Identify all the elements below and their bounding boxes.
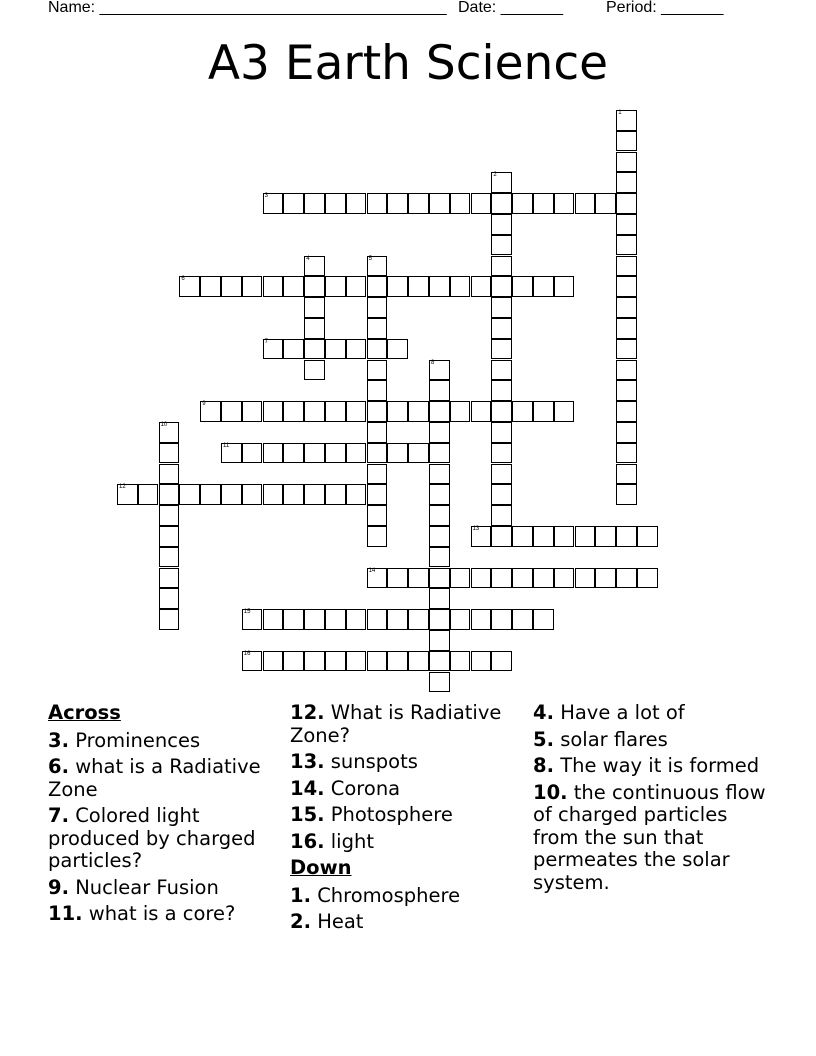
crossword-cell[interactable] <box>387 443 408 464</box>
cell-number: 16 <box>243 650 251 657</box>
cell-number: 11 <box>223 442 230 449</box>
crossword-cell[interactable] <box>346 484 367 505</box>
crossword-cell[interactable] <box>242 609 263 630</box>
crossword-cell[interactable] <box>387 401 408 422</box>
crossword-cell[interactable] <box>387 193 408 214</box>
cell-number: 9 <box>202 401 206 408</box>
crossword-cell[interactable] <box>367 651 388 672</box>
crossword-cell[interactable] <box>616 360 637 381</box>
crossword-cell[interactable] <box>159 484 180 505</box>
crossword-cell[interactable] <box>408 443 429 464</box>
cell-number: 2 <box>493 172 497 179</box>
crossword-cell[interactable] <box>283 193 304 214</box>
crossword-cell[interactable] <box>346 609 367 630</box>
crossword-cell[interactable] <box>429 422 450 443</box>
crossword-cell[interactable] <box>616 401 637 422</box>
crossword-cell[interactable] <box>512 193 533 214</box>
crossword-cell[interactable] <box>325 651 346 672</box>
crossword-cell[interactable] <box>533 276 554 297</box>
crossword-cell[interactable] <box>575 193 596 214</box>
crossword-cell[interactable] <box>179 484 200 505</box>
crossword-cell[interactable] <box>159 568 180 589</box>
clue-down-1: 1. Chromosphere <box>290 883 461 907</box>
crossword-cell[interactable] <box>367 505 388 526</box>
crossword-cell[interactable] <box>138 484 159 505</box>
crossword-cell[interactable] <box>200 401 221 422</box>
crossword-cell[interactable] <box>429 630 450 651</box>
crossword-cell[interactable] <box>304 193 325 214</box>
cell-number: 4 <box>306 255 310 262</box>
crossword-cell[interactable] <box>429 651 450 672</box>
crossword-cell[interactable] <box>200 484 221 505</box>
crossword-cell[interactable] <box>595 526 616 547</box>
crossword-cell[interactable] <box>616 235 637 256</box>
clue-across-3: 3. Prominences <box>48 728 201 752</box>
crossword-cell[interactable] <box>616 443 637 464</box>
crossword-cell[interactable] <box>491 297 512 318</box>
crossword-cell[interactable] <box>325 401 346 422</box>
crossword-cell[interactable] <box>367 256 388 277</box>
crossword-cell[interactable] <box>304 256 325 277</box>
crossword-cell[interactable] <box>429 464 450 485</box>
crossword-cell[interactable] <box>367 276 388 297</box>
crossword-cell[interactable] <box>242 276 263 297</box>
cell-number: 1 <box>618 110 622 116</box>
crossword-cell[interactable] <box>346 401 367 422</box>
crossword-cell[interactable] <box>491 318 512 339</box>
crossword-cell[interactable] <box>263 276 284 297</box>
clue-down-10: 10. the continuous flow of charged particles from the sun that permeates the solar system. <box>533 780 766 894</box>
crossword-cell[interactable] <box>263 609 284 630</box>
crossword-cell[interactable] <box>471 526 492 547</box>
crossword-cell[interactable] <box>179 276 200 297</box>
crossword-cell[interactable] <box>491 568 512 589</box>
crossword-cell[interactable] <box>159 609 180 630</box>
cell-number: 6 <box>181 276 185 283</box>
crossword-cell[interactable] <box>304 276 325 297</box>
crossword-cell[interactable] <box>283 276 304 297</box>
clue-across-12: 12. What is Radiative Zone? <box>290 701 502 747</box>
crossword-cell[interactable] <box>263 651 284 672</box>
clue-down-2: 2. Heat <box>290 910 364 933</box>
crossword-cell[interactable] <box>533 193 554 214</box>
crossword-cell[interactable] <box>159 526 180 547</box>
crossword-cell[interactable] <box>554 526 575 547</box>
crossword-cell[interactable] <box>304 651 325 672</box>
crossword-cell[interactable] <box>450 651 471 672</box>
crossword-cell[interactable] <box>637 568 658 589</box>
crossword-cell[interactable] <box>491 276 512 297</box>
crossword-cell[interactable] <box>408 276 429 297</box>
crossword-cell[interactable] <box>616 256 637 277</box>
crossword-cell[interactable] <box>346 651 367 672</box>
crossword-cell[interactable] <box>325 609 346 630</box>
crossword-cell[interactable] <box>242 484 263 505</box>
crossword-cell[interactable] <box>554 568 575 589</box>
crossword-cell[interactable] <box>367 422 388 443</box>
crossword-cell[interactable] <box>283 609 304 630</box>
cell-number: 8 <box>431 359 435 366</box>
crossword-cell[interactable] <box>429 672 450 693</box>
clues-column-3 <box>533 702 778 898</box>
crossword-cell[interactable] <box>491 505 512 526</box>
clue-across-13: 13. sunspots <box>290 750 418 773</box>
clue-across-7: 7. Colored light produced by charged particles? <box>48 804 256 872</box>
crossword-cell[interactable] <box>283 651 304 672</box>
crossword-cell[interactable] <box>221 276 242 297</box>
crossword-cell[interactable] <box>304 484 325 505</box>
crossword-cell[interactable] <box>221 443 242 464</box>
crossword-cell[interactable] <box>491 484 512 505</box>
crossword-cell[interactable] <box>367 193 388 214</box>
crossword-cell[interactable] <box>533 526 554 547</box>
crossword-cell[interactable] <box>387 568 408 589</box>
crossword-cell[interactable] <box>471 651 492 672</box>
crossword-cell[interactable] <box>616 214 637 235</box>
crossword-cell[interactable] <box>554 276 575 297</box>
crossword-cell[interactable] <box>283 484 304 505</box>
crossword-cell[interactable] <box>263 484 284 505</box>
crossword-cell[interactable] <box>408 401 429 422</box>
crossword-cell[interactable] <box>325 443 346 464</box>
crossword-cell[interactable] <box>429 505 450 526</box>
clue-down-5: 5. solar flares <box>533 727 668 751</box>
crossword-cell[interactable] <box>429 526 450 547</box>
crossword-cell[interactable] <box>304 401 325 422</box>
crossword-cell[interactable] <box>512 276 533 297</box>
crossword-cell[interactable] <box>325 276 346 297</box>
crossword-cell[interactable] <box>346 193 367 214</box>
crossword-cell[interactable] <box>346 339 367 360</box>
crossword-cell[interactable] <box>263 193 284 214</box>
date-field[interactable]: Date: _______ <box>458 0 563 16</box>
crossword-cell[interactable] <box>616 193 637 214</box>
crossword-cell[interactable] <box>512 526 533 547</box>
crossword-cell[interactable] <box>616 464 637 485</box>
crossword-cell[interactable] <box>242 401 263 422</box>
crossword-cell[interactable] <box>471 568 492 589</box>
page-title: A3 Earth Science <box>207 36 609 91</box>
crossword-cell[interactable] <box>471 193 492 214</box>
crossword-cell[interactable] <box>491 235 512 256</box>
crossword-cell[interactable] <box>491 380 512 401</box>
crossword-cell[interactable] <box>616 422 637 443</box>
crossword-cell[interactable] <box>367 443 388 464</box>
worksheet-header <box>48 0 768 20</box>
across-heading: Across <box>48 701 121 724</box>
crossword-cell[interactable] <box>616 318 637 339</box>
crossword-cell[interactable] <box>533 568 554 589</box>
crossword-cell[interactable] <box>616 526 637 547</box>
crossword-cell[interactable] <box>304 609 325 630</box>
crossword-cell[interactable] <box>304 297 325 318</box>
crossword-cell[interactable] <box>637 526 658 547</box>
down-heading: Down <box>290 856 352 879</box>
crossword-cell[interactable] <box>387 276 408 297</box>
crossword-cell[interactable] <box>159 505 180 526</box>
crossword-cell[interactable] <box>283 339 304 360</box>
crossword-cell[interactable] <box>429 193 450 214</box>
crossword-cell[interactable] <box>471 276 492 297</box>
crossword-cell[interactable] <box>159 464 180 485</box>
crossword-cell[interactable] <box>429 484 450 505</box>
crossword-cell[interactable] <box>429 568 450 589</box>
crossword-cell[interactable] <box>491 422 512 443</box>
crossword-cell[interactable] <box>616 339 637 360</box>
crossword-cell[interactable] <box>159 547 180 568</box>
crossword-cell[interactable] <box>367 609 388 630</box>
cell-number: 5 <box>368 255 372 262</box>
crossword-cell[interactable] <box>471 609 492 630</box>
crossword-cell[interactable] <box>575 526 596 547</box>
crossword-cell[interactable] <box>512 609 533 630</box>
crossword-cell[interactable] <box>450 193 471 214</box>
crossword-cell[interactable] <box>491 339 512 360</box>
crossword-cell[interactable] <box>221 401 242 422</box>
crossword-cell[interactable] <box>200 276 221 297</box>
crossword-cell[interactable] <box>387 609 408 630</box>
crossword-cell[interactable] <box>533 609 554 630</box>
crossword-cell[interactable] <box>554 401 575 422</box>
crossword-cell[interactable] <box>450 609 471 630</box>
crossword-cell[interactable] <box>491 172 512 193</box>
crossword-cell[interactable] <box>159 588 180 609</box>
clue-across-9: 9. Nuclear Fusion <box>48 875 219 899</box>
crossword-cell[interactable] <box>367 568 388 589</box>
crossword-cell[interactable] <box>491 401 512 422</box>
cell-number: 15 <box>243 609 251 616</box>
crossword-cell[interactable] <box>429 609 450 630</box>
crossword-cell[interactable] <box>491 256 512 277</box>
crossword-cell[interactable] <box>429 443 450 464</box>
clues-column-2 <box>290 702 530 938</box>
crossword-cell[interactable] <box>429 380 450 401</box>
clue-across-6: 6. what is a Radiative Zone <box>48 755 261 801</box>
crossword-cell[interactable] <box>616 152 637 173</box>
crossword-cell[interactable] <box>575 568 596 589</box>
crossword-cell[interactable] <box>595 568 616 589</box>
crossword-cell[interactable] <box>616 110 637 131</box>
clue-down-4: 4. Have a lot of <box>533 701 685 724</box>
crossword-cell[interactable] <box>450 401 471 422</box>
crossword-cell[interactable] <box>283 443 304 464</box>
crossword-cell[interactable] <box>159 443 180 464</box>
crossword-cell[interactable] <box>491 214 512 235</box>
crossword-cell[interactable] <box>491 464 512 485</box>
crossword-cell[interactable] <box>429 360 450 381</box>
clue-down-8: 8. The way it is formed <box>533 754 760 777</box>
crossword-cell[interactable] <box>533 401 554 422</box>
crossword-cell[interactable] <box>387 651 408 672</box>
crossword-cell[interactable] <box>408 651 429 672</box>
crossword-cell[interactable] <box>387 339 408 360</box>
crossword-cell[interactable] <box>491 443 512 464</box>
crossword-cell[interactable] <box>491 651 512 672</box>
cell-number: 12 <box>119 484 126 491</box>
crossword-cell[interactable] <box>408 568 429 589</box>
crossword-cell[interactable] <box>263 443 284 464</box>
crossword-cell[interactable] <box>616 172 637 193</box>
crossword-cell[interactable] <box>367 360 388 381</box>
crossword-cell[interactable] <box>367 318 388 339</box>
cell-number: 3 <box>264 193 268 200</box>
clue-across-15: 15. Photosphere <box>290 803 453 826</box>
crossword-cell[interactable] <box>325 339 346 360</box>
name-field[interactable]: Name: _______________________________________ <box>48 0 447 16</box>
crossword-cell[interactable] <box>616 131 637 152</box>
crossword-cell[interactable] <box>429 588 450 609</box>
crossword-cell[interactable] <box>263 339 284 360</box>
crossword-cell[interactable] <box>491 526 512 547</box>
crossword-cell[interactable] <box>512 401 533 422</box>
crossword-cell[interactable] <box>242 651 263 672</box>
crossword-cell[interactable] <box>408 609 429 630</box>
crossword-cell[interactable] <box>367 526 388 547</box>
period-field[interactable]: Period: _______ <box>606 0 724 16</box>
crossword-cell[interactable] <box>471 401 492 422</box>
crossword-cell[interactable] <box>616 484 637 505</box>
crossword-cell[interactable] <box>595 193 616 214</box>
crossword-cell[interactable] <box>346 443 367 464</box>
cell-number: 7 <box>264 338 268 345</box>
crossword-cell[interactable] <box>325 193 346 214</box>
crossword-cell[interactable] <box>367 401 388 422</box>
crossword-cell[interactable] <box>429 276 450 297</box>
crossword-cell[interactable] <box>429 401 450 422</box>
crossword-cell[interactable] <box>616 276 637 297</box>
crossword-cell[interactable] <box>304 339 325 360</box>
crossword-cell[interactable] <box>304 360 325 381</box>
crossword-cell[interactable] <box>283 401 304 422</box>
crossword-cell[interactable] <box>367 484 388 505</box>
crossword-cell[interactable] <box>242 443 263 464</box>
crossword-cell[interactable] <box>616 380 637 401</box>
crossword-cell[interactable] <box>325 484 346 505</box>
crossword-cell[interactable] <box>450 568 471 589</box>
crossword-cell[interactable] <box>367 339 388 360</box>
clue-across-14: 14. Corona <box>290 776 401 800</box>
crossword-cell[interactable] <box>221 484 242 505</box>
crossword-cell[interactable] <box>491 193 512 214</box>
crossword-cell[interactable] <box>512 568 533 589</box>
cell-number: 10 <box>160 422 168 428</box>
crossword-cell[interactable] <box>616 568 637 589</box>
crossword-cell[interactable] <box>429 547 450 568</box>
crossword-cell[interactable] <box>117 484 138 505</box>
crossword-cell[interactable] <box>450 276 471 297</box>
cell-number: 13 <box>472 526 480 532</box>
clue-across-11: 11. what is a core? <box>48 902 236 925</box>
crossword-cell[interactable] <box>304 443 325 464</box>
crossword-cell[interactable] <box>159 422 180 443</box>
crossword-cell[interactable] <box>346 276 367 297</box>
crossword-cell[interactable] <box>367 464 388 485</box>
crossword-cell[interactable] <box>491 609 512 630</box>
crossword-cell[interactable] <box>491 360 512 381</box>
crossword-cell[interactable] <box>263 401 284 422</box>
crossword-cell[interactable] <box>554 193 575 214</box>
clues-column-1 <box>48 702 280 930</box>
crossword-cell[interactable] <box>367 297 388 318</box>
crossword-cell[interactable] <box>367 380 388 401</box>
crossword-cell[interactable] <box>304 318 325 339</box>
cell-number: 14 <box>368 567 376 574</box>
clue-across-16: 16. light <box>290 829 374 853</box>
crossword-cell[interactable] <box>408 193 429 214</box>
crossword-cell[interactable] <box>616 297 637 318</box>
